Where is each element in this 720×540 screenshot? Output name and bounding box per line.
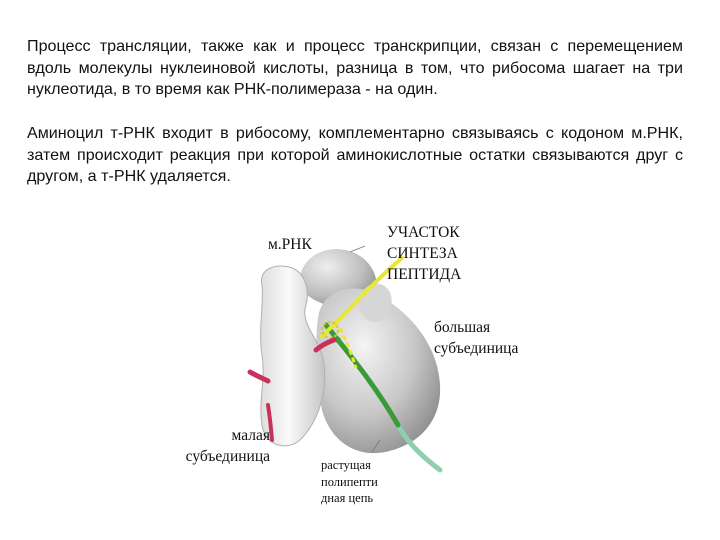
label-large-subunit: большая субъединица — [434, 319, 519, 357]
paragraph-aminoacyl-trna: Аминоцил т-РНК входит в рибосому, комплементарно связываясь с кодоном м.РНК, затем происходит реакция при которой аминокислотные остатки связываются друг с другом, а т-РНК удаляется. — [27, 124, 683, 185]
label-peptide-synthesis-site: УЧАСТОК СИНТЕЗА ПЕПТИДА — [387, 224, 462, 283]
label-mrna: м.РНК — [268, 236, 312, 253]
label-growing-polypeptide: растущая полипепти дная цепь — [321, 458, 378, 505]
leader-site — [350, 246, 365, 252]
label-small-subunit: малая субъединица — [185, 427, 270, 465]
paragraph-translation-process: Процесс трансляции, также как и процесс транскрипции, связан с перемещением вдоль молекулы нуклеиновой кислоты, разница в том, что рибосома шагает на три нуклеотида, в то время как РНК-полимераза - на один. — [27, 37, 683, 98]
